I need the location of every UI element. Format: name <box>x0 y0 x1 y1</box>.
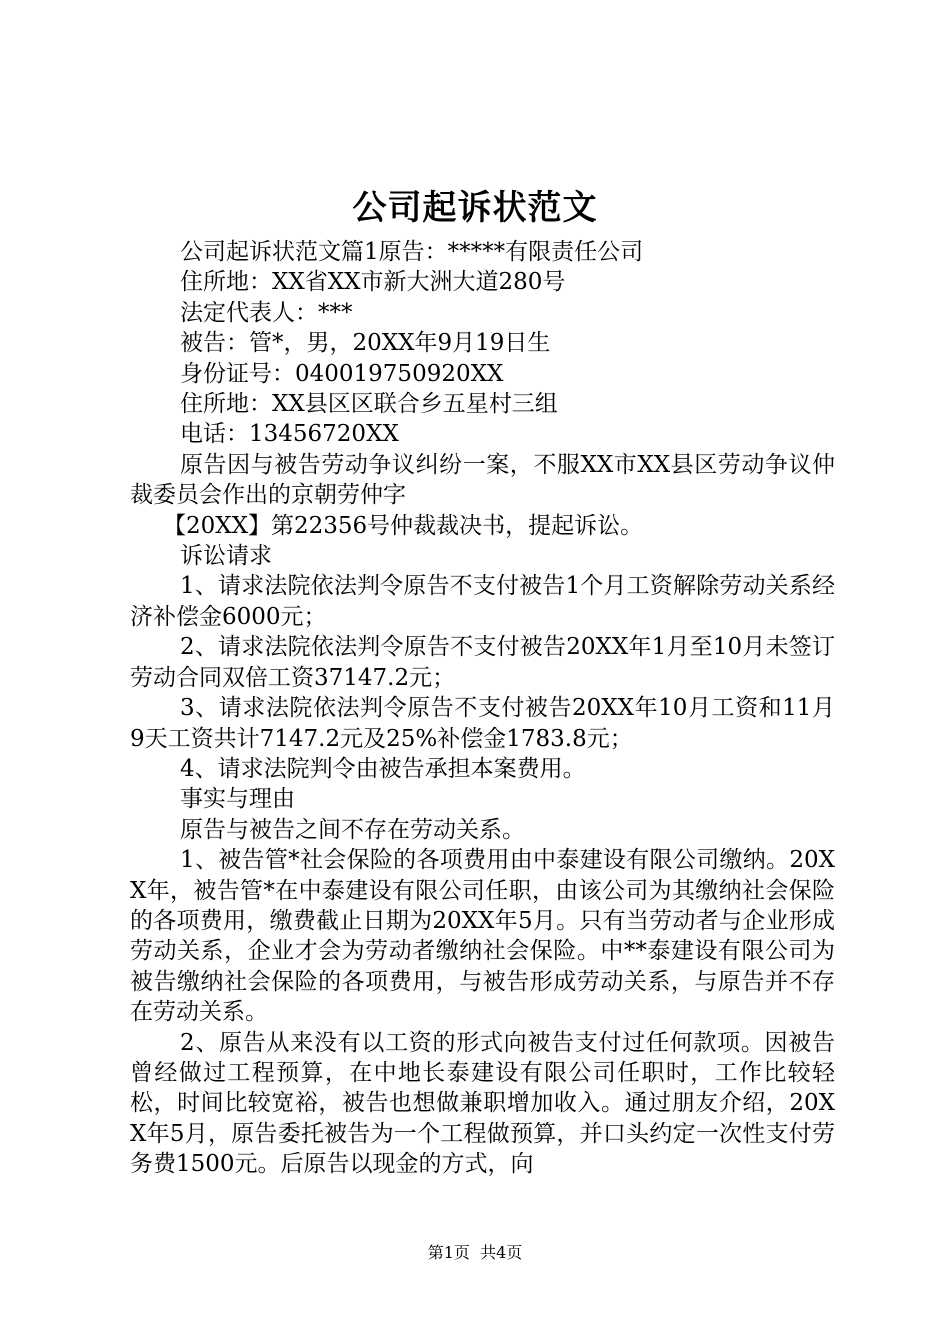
document-body <box>130 237 835 1180</box>
paragraph-claim-2: 2、请求法院依法判令原告不支付被告20XX年1月至10月未签订劳动合同双倍工资37147.2元； <box>130 634 835 691</box>
paragraph-plaintiff-address: 住所地：XX省XX市新大洲大道280号 <box>180 269 566 296</box>
paragraph-defendant-address: 住所地：XX县区区联合乡五星村三组 <box>180 391 558 418</box>
heading-facts-reasons: 事实与理由 <box>180 786 295 813</box>
paragraph-defendant: 被告：管*，男，20XX年9月19日生 <box>180 330 551 357</box>
paragraph-claim-3: 3、请求法院依法判令原告不支付被告20XX年10月工资和11月9天工资共计7147.2元及25%补偿金1783.8元； <box>130 695 835 752</box>
page-number-label: 第1页 共4页 <box>427 1243 523 1262</box>
paragraph-no-relation: 原告与被告之间不存在劳动关系。 <box>180 816 525 843</box>
paragraph-fact-2: 2、原告从来没有以工资的形式向被告支付过任何款项。因被告曾经做过工程预算，在中地长泰建设有限公司任职时，工作比较轻松，时间比较宽裕，被告也想做兼职增加收入。通过朋友介绍，20XX年5月，原告委托被告为一个工程做预算，并口头约定一次性支付劳务费1500元。后原告以现金的方式，向 <box>130 1029 835 1178</box>
paragraph-case-intro: 原告因与被告劳动争议纠纷一案，不服XX市XX县区劳动争议仲裁委员会作出的京朝劳仲字 <box>130 451 835 509</box>
page-footer <box>0 1243 950 1263</box>
paragraph-fact-1: 1、被告管*社会保险的各项费用由中泰建设有限公司缴纳。20XX年，被告管*在中泰建设有限公司任职，由该公司为其缴纳社会保险的各项费用，缴费截止日期为20XX年5月。只有当劳动者与企业形成劳动关系，企业才会为劳动者缴纳社会保险。中**泰建设有限公司为被告缴纳社会保险的各项费用，与被告形成劳动关系，与原告并不存在劳动关系。 <box>130 847 835 1026</box>
heading-claims: 诉讼请求 <box>180 543 272 570</box>
paragraph-phone: 电话：13456720XX <box>180 421 399 448</box>
paragraph-plaintiff: 公司起诉状范文篇1原告：*****有限责任公司 <box>180 239 644 265</box>
paragraph-claim-1: 1、请求法院依法判令原告不支付被告1个月工资解除劳动关系经济补偿金6000元； <box>130 573 835 630</box>
paragraph-legal-representative: 法定代表人：*** <box>180 299 353 326</box>
paragraph-id-number: 身份证号：040019750920XX <box>180 360 504 387</box>
paragraph-case-ruling: 【20XX】第22356号仲裁裁决书，提起诉讼。 <box>163 512 644 539</box>
document-title: 公司起诉状范文 <box>352 188 598 228</box>
paragraph-claim-4: 4、请求法院判令由被告承担本案费用。 <box>180 755 586 782</box>
